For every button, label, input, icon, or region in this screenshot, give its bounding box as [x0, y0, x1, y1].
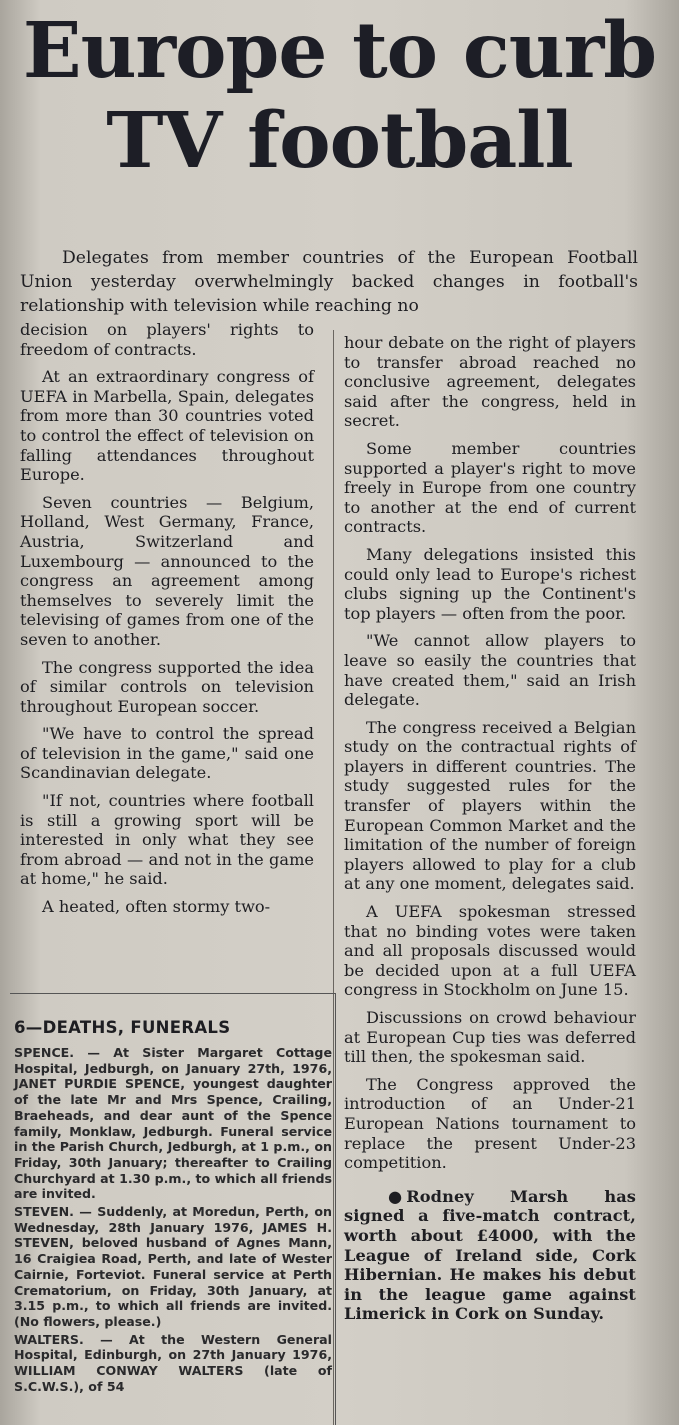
death-notice	[14, 1332, 332, 1395]
death-notice	[14, 1204, 332, 1330]
death-notice-text: — At Sister Margaret Cottage Hospital, Jedburgh, on January 27th, 1976, JANET PURDIE SPENCE, youngest daughter of the late Mr and Mrs Spence, Crailing, Braeheads, and dear aunt of the Spence family, Monklaw, Jedburgh. Funeral service in the Parish Church, Jedburgh, at 1 p.m., on Friday, 30th January; thereafter to Crailing Churchyard at 1.30 p.m., to which all friends are invited.	[14, 1045, 332, 1202]
article-column-right	[344, 333, 636, 1326]
headline	[0, 6, 679, 186]
headline-line-1: Europe to curb	[22, 6, 657, 96]
deaths-entries	[14, 1045, 332, 1396]
article-paragraph: At an extraordinary congress of UEFA in Marbella, Spain, delegates from more than 30 countries voted to control the effect of television on falling attendances throughout Europe.	[20, 367, 314, 485]
headline-line-2: TV football	[106, 96, 573, 186]
death-notice-text: — At the Western General Hospital, Edinburgh, on 27th January 1976, WILLIAM CONWAY WALTERS (late of S.C.W.S.), of 54	[14, 1331, 332, 1394]
deaths-notices-box	[10, 993, 336, 1425]
article-paragraph: The congress supported the idea of similar controls on television throughout European soccer.	[20, 657, 314, 716]
news-brief-text: Rodney Marsh has signed a five-match contract, worth about £4000, with the League of Ireland side, Cork Hibernian. He makes his debut in the league game against Limerick in Cork on Sunday.	[344, 1186, 636, 1324]
death-notice-name: WALTERS.	[14, 1331, 84, 1347]
death-notice	[14, 1045, 332, 1202]
article-column-left	[20, 320, 314, 919]
article-paragraph: The congress received a Belgian study on the contractual rights of players in different countries. The study suggested rules for the transfer of players within the European Common Market and the limitation of the number of foreign players allowed to play for a club at any one moment, delegates said.	[344, 717, 636, 894]
death-notice-name: SPENCE.	[14, 1045, 75, 1060]
deaths-section-title: 6—DEATHS, FUNERALS	[14, 1018, 231, 1037]
news-brief	[344, 1187, 636, 1324]
article-paragraph: Some member countries supported a player's right to move freely in Europe from one country to another at the end of current contracts.	[344, 438, 636, 537]
article-paragraph: decision on players' rights to freedom of contracts.	[20, 320, 314, 359]
article-paragraph: A UEFA spokesman stressed that no binding votes were taken and all proposals discussed would be decided upon at a full UEFA congress in Stockholm on June 15.	[344, 902, 636, 1000]
article-paragraph: The Congress approved the introduction of an Under-21 European Nations tournament to replace the present Under-23 competition.	[344, 1074, 636, 1173]
article-paragraph: Many delegations insisted this could only lead to Europe's richest clubs signing up the Continent's top players — often from the poor.	[344, 544, 636, 623]
article-paragraph: "We cannot allow players to leave so easily the countries that have created them," said an Irish delegate.	[344, 631, 636, 710]
bullet-icon: ●	[388, 1186, 403, 1206]
article-paragraph: Seven countries — Belgium, Holland, West Germany, France, Austria, Switzerland and Luxembourg — announced to the congress an agreement among themselves to severely limit the televising of games from one of the seven to another.	[20, 492, 314, 649]
article-intro: Delegates from member countries of the European Football Union yesterday overwhelmingly backed changes in football's relationship with television while reaching no	[20, 248, 638, 316]
article-paragraph: Discussions on crowd behaviour at European Cup ties was deferred till then, the spokesman said.	[344, 1008, 636, 1067]
death-notice-name: STEVEN.	[14, 1204, 74, 1220]
article-paragraph: A heated, often stormy two-	[42, 897, 271, 917]
article-paragraph: hour debate on the right of players to transfer abroad reached no conclusive agreement, delegates said after the congress, held in secret.	[344, 333, 636, 431]
death-notice-text: — Suddenly, at Moredun, Perth, on Wednesday, 28th January 1976, JAMES H. STEVEN, beloved husband of Agnes Mann, 16 Craigiea Road, Perth, and late of Wester Cairnie, Forteviot. Funeral service at Perth Crematorium, on Friday, 30th January, at 3.15 p.m., to which all friends are invited. (No flowers, please.)	[14, 1204, 332, 1329]
article-paragraph: "If not, countries where football is still a growing sport will be interested in only what they see from abroad — and not in the game at home," he said.	[20, 791, 314, 889]
article-paragraph: "We have to control the spread of television in the game," said one Scandinavian delegate.	[20, 724, 314, 783]
